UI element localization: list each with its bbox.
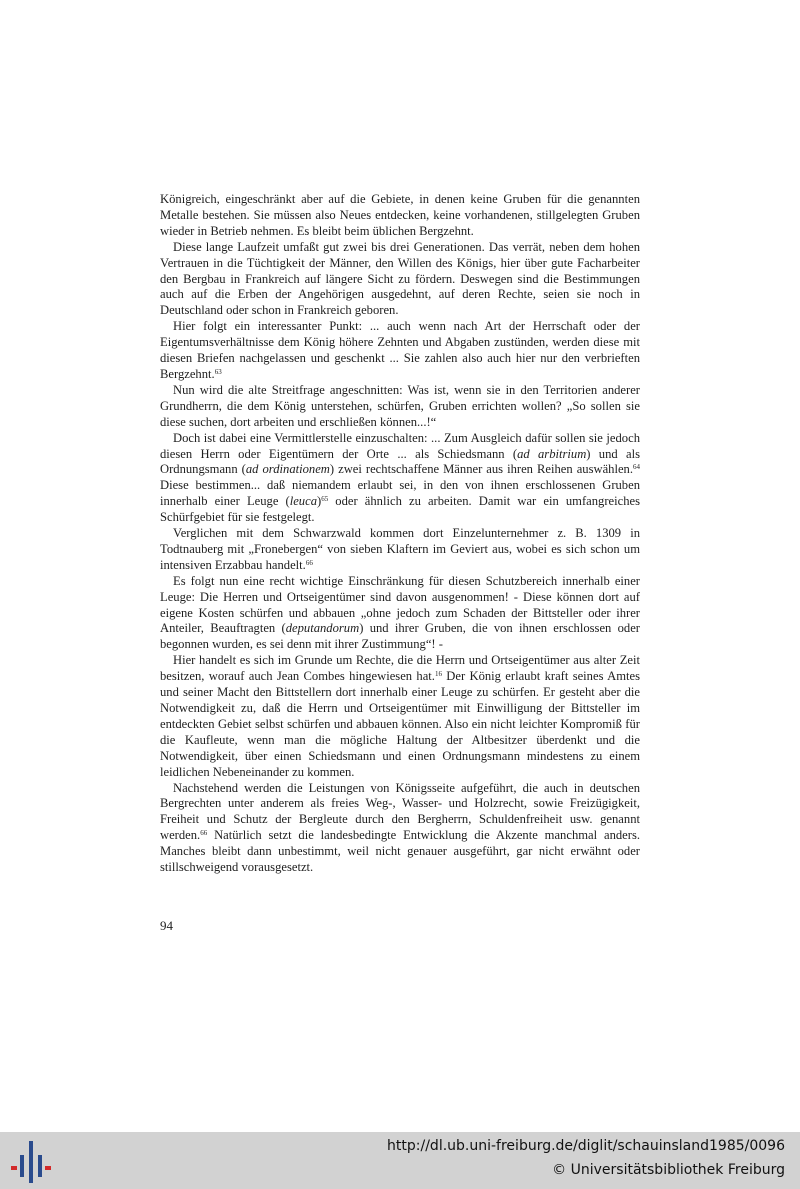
paragraph-1-text: Königreich, eingeschränkt aber auf die Gebiete, in denen keine Gruben für die genannten Metalle bestehen. Sie müssen also Neues entdecken, keine vorhandenen, stillgelegten Gruben wieder in Betrieb nehmen. Es bleibt beim üblichen Bergzehnt.	[160, 192, 640, 238]
paragraph-3-text: Hier folgt ein interessanter Punkt: ... auch wenn nach Art der Herrschaft oder der Eigentumsverhältnisse dem König höhere Zehnten und Abgaben zustünden, werden diese mit diesen Briefen nachgelassen und geschenkt ... Sie zahlen also auch hier nur den verbrieften Bergzehnt.	[160, 319, 640, 381]
paragraph-9	[160, 781, 640, 876]
paragraph-3	[160, 319, 640, 383]
page-number: 94	[160, 918, 173, 933]
paragraph-5-latin-ordinationem: ad ordinationem	[245, 462, 330, 477]
paragraph-7-text-b: ) und ihrer Gruben, die von ihnen erschlossen oder begonnen wurden, es sei denn mit ihrer Zustimmung“! -	[160, 621, 641, 652]
footnote-ref-64: 64	[633, 463, 640, 472]
paragraph-8-text-a: Hier handelt es sich im Grunde um Rechte, die die Herrn und Ortseigentümer aus alter Zeit besitzen, worauf auch Jean Combes hingewiesen hat.	[160, 653, 640, 684]
footer-url-link[interactable]: http://dl.ub.uni-freiburg.de/diglit/schauinsland1985/0096	[387, 1138, 785, 1154]
paragraph-5-text-b: ) und als Ordnungsmann (	[160, 446, 641, 477]
footnote-ref-66b: 66	[200, 829, 208, 838]
paragraph-2-text: Diese lange Laufzeit umfaßt gut zwei bis drei Generationen. Das verrät, neben dem hohen Vertrauen in die Tüchtigkeit der Männer, den Willen des Königs, hier über gute Facharbeiter den Bergbau in Frankreich auf längere Sicht zu fördern. Deswegen sind die Bestimmungen auch auf die Erben der Angehörigen ausgedehnt, auf deren Rechte, seien sie noch in Deutschland oder schon in Frankreich geboren.	[160, 239, 640, 318]
paragraph-7	[160, 574, 640, 654]
paragraph-6	[160, 526, 640, 574]
paragraph-5-text-e: )	[317, 494, 322, 509]
footer-copyright: © Universitätsbibliothek Freiburg	[552, 1162, 785, 1178]
paragraph-5-text-d: Diese bestimmen... daß niemandem erlaubt sei, in den von ihnen erschlossenen Gruben innerhalb einer Leuge (	[160, 478, 640, 509]
paragraph-7-latin-deputandorum: deputandorum	[285, 621, 360, 636]
paragraph-8	[160, 653, 640, 780]
paragraph-5-latin-arbitrium: ad arbitrium	[517, 446, 587, 461]
footer-bar	[0, 1132, 800, 1189]
ub-freiburg-logo-icon	[10, 1141, 52, 1183]
footnote-ref-65: 65	[321, 495, 329, 504]
paragraph-1	[160, 192, 640, 240]
page-text	[160, 192, 640, 876]
paragraph-7-text-a: Es folgt nun eine recht wichtige Einschränkung für diesen Schutzbereich innerhalb einer Leuge: Die Herren und Ortseigentümer sind davon ausgenommen! - Diese können dort auf eigene Kosten schürfen und abbauen „ohne jedoch zum Schaden der Bittsteller oder ihrer Anteiler, Beauftragten (	[160, 573, 640, 636]
paragraph-5-text-a: Doch ist dabei eine Vermittlerstelle einzuschalten: ... Zum Ausgleich dafür sollen sie jedoch diesen Herrn oder Eigentümern der Orte ... als Schiedsmann (	[160, 430, 640, 461]
paragraph-2	[160, 240, 640, 320]
paragraph-6-text: Verglichen mit dem Schwarzwald kommen dort Einzelunternehmer z. B. 1309 in Todtnauberg mit „Fronebergen“ von sieben Klaftern im Geviert aus, wobei es sich schon um intensiven Erzabbau handelt.	[160, 526, 640, 572]
paragraph-5	[160, 431, 640, 526]
paragraph-5-text-f: oder ähnlich zu arbeiten. Damit war ein umfangreiches Schürfgebiet für sie festgelegt.	[160, 494, 640, 525]
paragraph-4-text: Nun wird die alte Streitfrage angeschnitten: Was ist, wenn sie in den Territorien anderer Grundherrn, die dem König unterstehen, schürfen, Gruben errichten wollen? „So sollen sie diese suchen, dort arbeiten und erschließen können...!“	[160, 382, 640, 429]
paragraph-9-text-a: Nachstehend werden die Leistungen von Königsseite aufgeführt, die auch in deutschen Bergrechten unter anderem als freies Weg-, Wasser- und Holzrecht, sowie Freizügigkeit, Freiheit und Schutz der Bergleute durch den Bergherrn, Schuldenfreiheit usw. genannt werden.	[160, 780, 640, 843]
footnote-ref-16: 16	[434, 670, 442, 679]
paragraph-8-text-b: Der König erlaubt kraft seines Amtes und seiner Macht den Bittstellern dort innerhalb einer Leuge zu schürfen. Er gesteht aber die Notwendigkeit zu, daß die Herrn und Ortseigentümer mit Einwilligung der Bittsteller im entdeckten Gebiet selbst schürfen und abbauen können. Also ein nicht leichter Kompromiß für die Kaufleute, wenn man die mögliche Haltung der Altbesitzer überdenkt und die Notwendigkeit, über einen Schiedsmann und einen Ordnungsmann mindestens zu einem leidlichen Nebeneinander zu kommen.	[160, 669, 640, 779]
footnote-ref-63: 63	[214, 367, 222, 376]
paragraph-5-latin-leuca: leuca	[289, 494, 317, 509]
footnote-ref-66a: 66	[305, 558, 313, 567]
paragraph-9-text-b: Natürlich setzt die landesbedingte Entwicklung die Akzente manchmal anders. Manches bleibt dann unbestimmt, weil nicht genauer ausgeführt, gar nicht erwähnt oder stillschweigend vorausgesetzt.	[160, 828, 640, 875]
paragraph-4	[160, 383, 640, 431]
paragraph-5-text-c: ) zwei rechtschaffene Männer aus ihren Reihen auswählen.	[329, 462, 633, 477]
